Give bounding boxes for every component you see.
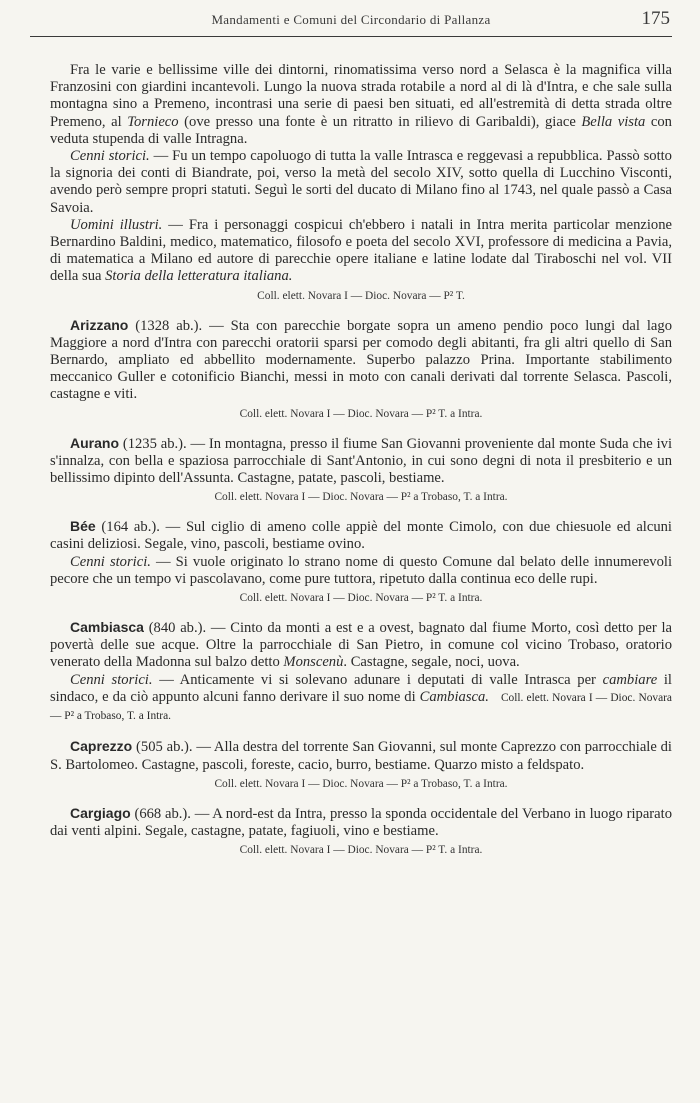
entry-reference: Coll. elett. Novara I — Dioc. Novara — P² a Trobaso, T. a Intra. (214, 777, 508, 790)
intra-villas-paragraph: Fra le varie e bellissime ville dei dintorni, rinomatissima verso nord a Selasca è la magnifica villa Franzosini con giardini incantevoli. Lungo la nuova strada rotabile a nord al di là d'Intra, e che sale sulla montagna sino a Premeno, incontrasi una serie di paesi ben situati, ed all'estremità di detta strada oltre Premeno, al Tornieco (ove presso una fonte è un ritratto in rilievo di Garibaldi), giace Bella vista con veduta stupenda di valle Intragna. (50, 62, 672, 147)
entry-history: Cenni storici. — Anticamente vi si solevano adunare i deputati di valle Intrasca per cambiare il sindaco, e da ciò appunto alcuni fanno derivare il suo nome di Cambiasca. Coll. elett. Novara I — Dioc. Novara — P² a Trobaso, T. a Intra. (50, 671, 672, 723)
entry-history: Cenni storici. — Si vuole originato lo strano nome di questo Comune dal belato delle innumerevoli pecore che un tempo vi pascolavano, come pure tuttora, ripetuto dalla continua eco delle rupi. (50, 553, 672, 587)
entry-cargiago: Cargiago (668 ab.). — A nord-est da Intra, presso la sponda occidentale del Verbano in luogo riparato dai venti alpini. Segale, castagne, patate, fagiuoli, vino e bestiame. Coll. elett. Novara I — Dioc. Novara — P² T. a Intra. (50, 804, 672, 857)
entry-name: Aurano (70, 434, 119, 451)
entry-arizzano: Arizzano (1328 ab.). — Sta con parecchie borgate sopra un ameno pendio poco lungi dal lago Maggiore a nord d'Intra con parecchi oratorii sparsi per comodo degli abitanti, fra gli altri quello di San Bernardo, ampliato ed abbellito modernamente. Superbo palazzo Prina. Importante stabilimento meccanico Guller e cotonificio Bianchi, messi in moto con canali derivati dal torrente Selasca. Pascoli, castagne e viti. Coll. elett. Novara I — Dioc. Novara — P² T. a Intra. (50, 316, 672, 420)
entry-bee: Bée (164 ab.). — Sul ciglio di ameno colle appiè del monte Cimolo, con due chiesuole ed alcuni casini deliziosi. Segale, vino, pascoli, bestiame ovino. Cenni storici. — Si vuole originato lo strano nome di questo Comune dal belato delle innumerevoli pecore che un tempo vi pascolavano, come pure tuttora, ripetuto dalla continua eco delle rupi. Coll. elett. Novara I — Dioc. Novara — P² T. a Intra. (50, 518, 672, 605)
entry-caprezzo: Caprezzo (505 ab.). — Alla destra del torrente San Giovanni, sul monte Caprezzo con parrocchiale di S. Bartolomeo. Castagne, pascoli, foreste, cacio, burro, bestiame. Quarzo misto a feldspato. Coll. elett. Novara I — Dioc. Novara — P² a Trobaso, T. a Intra. (50, 738, 672, 790)
entry-reference: Coll. elett. Novara I — Dioc. Novara — P² a Trobaso, T. a Intra. (50, 691, 672, 723)
entry-cambiasca: Cambiasca (840 ab.). — Cinto da monti a est e a ovest, bagnato dal fiume Morto, così detto per la povertà delle sue acque. Oltre la parrocchiale di San Pietro, in comune col vicino Trobaso, oratorio venerato della Madonna sul balzo detto Monscenù. Castagne, segale, noci, uova. Cenni storici. — Anticamente vi si solevano adunare i deputati di valle Intrasca per cambiare il sindaco, e da ciò appunto alcuni fanno derivare il suo nome di Cambiasca. Coll. elett. Novara I — Dioc. Novara — P² a Trobaso, T. a Intra. (50, 619, 672, 725)
intra-reference: Coll. elett. Novara I — Dioc. Novara — P² T. (257, 289, 465, 302)
entry-reference: Coll. elett. Novara I — Dioc. Novara — P² T. a Intra. (239, 592, 483, 605)
entry-aurano: Aurano (1235 ab.). — In montagna, presso il fiume San Giovanni proveniente dal monte Suda che ivi s'innalza, con bella e spaziosa parrocchiale di Sant'Antonio, in cui sono degni di nota il presbiterio e un bellissimo dipinto dell'Assunta. Castagne, patate, pascoli, bestiame. Coll. elett. Novara I — Dioc. Novara — P² a Trobaso, T. a Intra. (50, 434, 672, 504)
entry-name: Caprezzo (70, 738, 133, 755)
intra-notables-paragraph: Uomini illustri. — Fra i personaggi cospicui ch'ebbero i natali in Intra merita particolar menzione Bernardino Baldini, medico, matematico, filosofo e poeta del secolo XVI, professore di medicina a Pavia, di matematica a Milano ed autore di parecchie opere italiane e latine lodate dal Tiraboschi nel vol. VII della sua Storia della letteratura italiana. (50, 216, 672, 285)
running-title: Mandamenti e Comuni del Circondario di Pallanza (211, 12, 491, 27)
page-header (30, 8, 672, 37)
entry-reference: Coll. elett. Novara I — Dioc. Novara — P² T. a Intra. (239, 407, 483, 420)
intra-history-paragraph: Cenni storici. — Fu un tempo capoluogo di tutta la valle Intrasca e reggevasi a repubblica. Passò sotto la signoria dei conti di Biandrate, poi, verso la metà del secolo XIV, sotto quella di Lucchino Visconti, avendo però sempre propri statuti. Seguì le sorti del ducato di Milano fino al 1743, nel quale passò a Casa Savoia. (50, 148, 672, 216)
page-body (50, 62, 672, 858)
entry-name: Arizzano (70, 316, 129, 333)
entry-reference: Coll. elett. Novara I — Dioc. Novara — P² T. a Intra. (239, 844, 483, 857)
entry-name: Cambiasca (70, 619, 144, 636)
page-number: 175 (641, 8, 670, 29)
entry-name: Cargiago (70, 804, 131, 821)
entry-name: Bée (70, 518, 96, 535)
entry-reference: Coll. elett. Novara I — Dioc. Novara — P² a Trobaso, T. a Intra. (214, 491, 508, 504)
